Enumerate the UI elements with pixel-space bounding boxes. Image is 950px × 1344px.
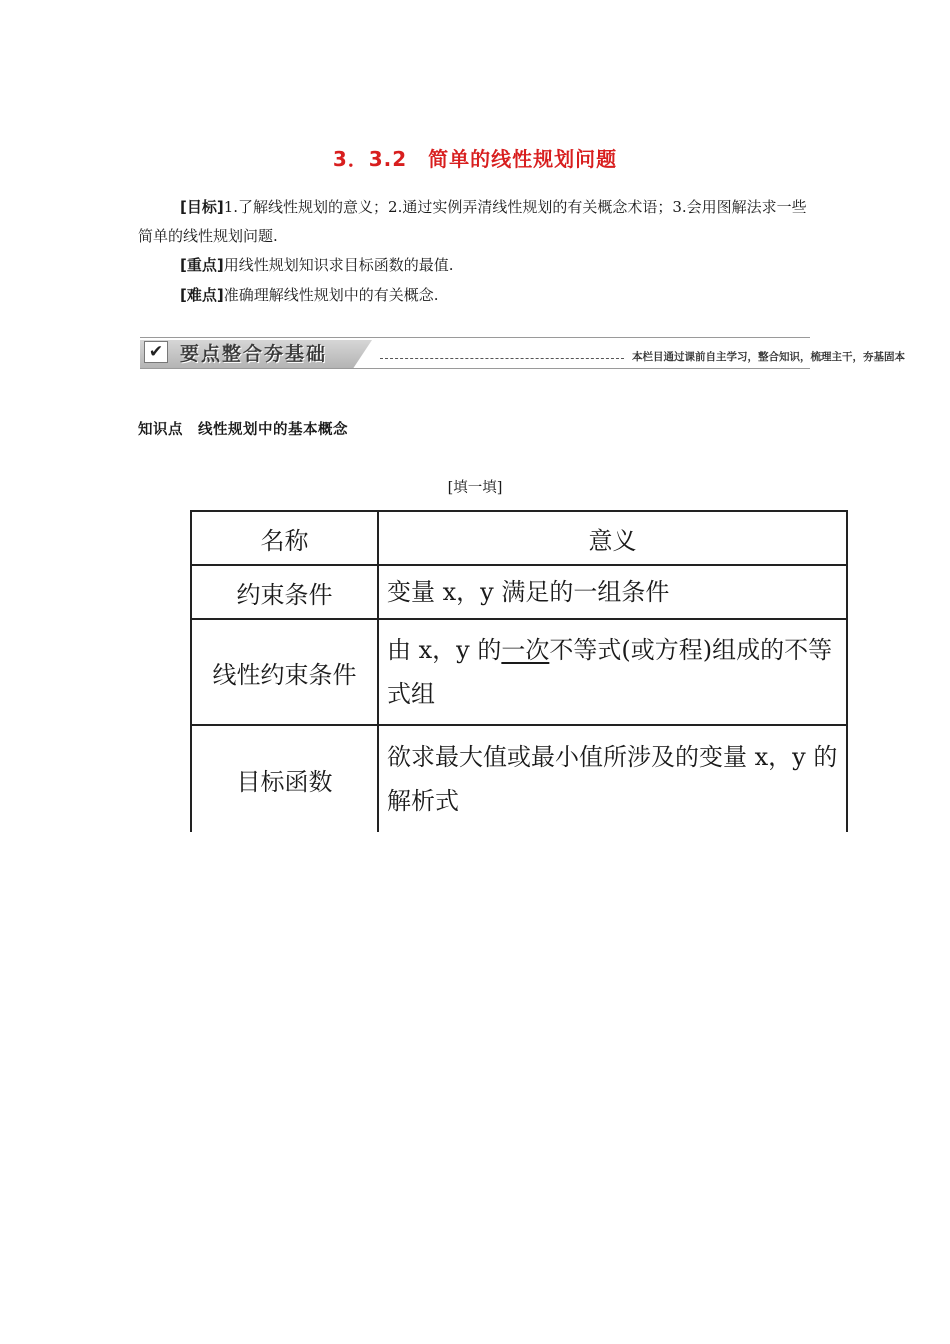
- table-header-name: 名称: [191, 511, 378, 565]
- page-title: 3．3.2 简单的线性规划问题: [332, 147, 618, 171]
- goals-paragraph: [138, 193, 818, 251]
- key-point-tag: [重点]: [180, 256, 224, 274]
- meaning-text-after: 不等式(或方程)组成的不等式组: [387, 636, 833, 708]
- banner-note: 本栏目通过课前自主学习，整合知识，梳理主干，夯基固本: [632, 351, 905, 363]
- banner-dashed-rule: [380, 358, 624, 359]
- table-cell-name: 约束条件: [191, 565, 378, 619]
- difficulty-text: 准确理解线性规划中的有关概念.: [223, 286, 439, 304]
- concept-table: [190, 510, 848, 832]
- section-heading: 知识点 线性规划中的基本概念: [138, 422, 348, 438]
- fill-in-label: [填一填]: [447, 480, 503, 496]
- checkmark-icon: ✔: [144, 341, 168, 363]
- goals-tag: [目标]: [180, 198, 224, 216]
- table-header-row: [191, 511, 847, 565]
- table-cell-name: 目标函数: [191, 725, 378, 832]
- fill-in-answer: 一次: [501, 636, 550, 664]
- table-row: [191, 565, 847, 619]
- table-cell-name: 线性约束条件: [191, 619, 378, 725]
- banner-top-rule: [140, 337, 810, 338]
- meaning-text-before: 由 x，y 的: [387, 636, 502, 664]
- table-header-meaning: 意义: [378, 511, 847, 565]
- table-cell-meaning: 变量 x，y 满足的一组条件: [378, 565, 847, 619]
- section-banner: [140, 337, 905, 369]
- key-point-paragraph: [138, 251, 818, 280]
- key-point-text: 用线性规划知识求目标函数的最值.: [223, 256, 454, 274]
- goals-text: 1.了解线性规划的意义；2.通过实例弄清线性规划的有关概念术语；3.会用图解法求一些简单的线性规划问题.: [138, 198, 807, 245]
- difficulty-paragraph: [138, 281, 818, 310]
- banner-bottom-rule: [140, 368, 810, 369]
- table-row: [191, 619, 847, 725]
- table-row: [191, 725, 847, 832]
- table-cell-meaning: 欲求最大值或最小值所涉及的变量 x，y 的解析式: [378, 725, 847, 832]
- difficulty-tag: [难点]: [180, 286, 224, 304]
- table-cell-meaning: [378, 619, 847, 725]
- banner-label: 要点整合夯基础: [180, 343, 328, 365]
